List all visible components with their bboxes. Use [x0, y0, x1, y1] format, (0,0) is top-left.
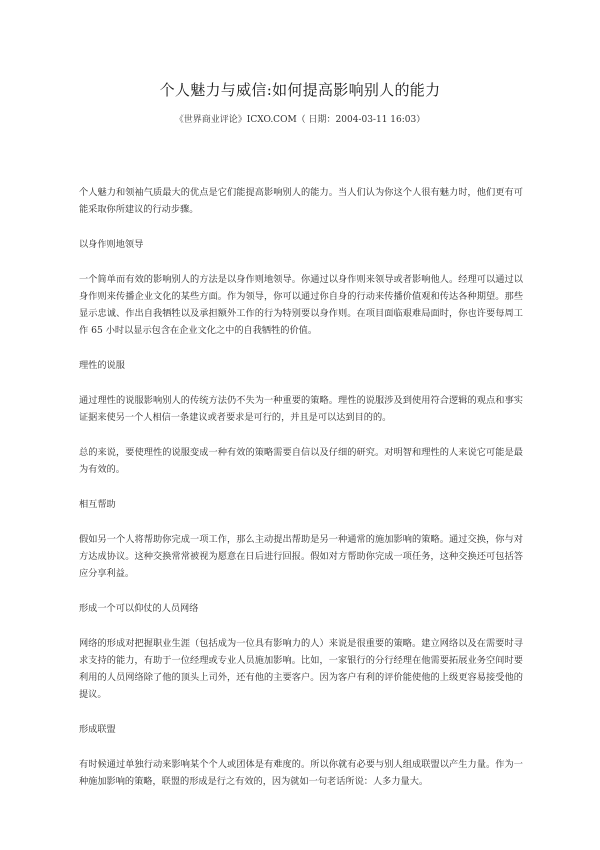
paragraph: 有时候通过单独行动来影响某个个人或团体是有难度的。所以你就有必要与别人组成联盟以产生力量。作为一种施加影响的策略，联盟的形成是行之有效的，因为就如一句老话所说：人多力量大。	[79, 759, 523, 787]
section-heading: 理性的说服	[79, 360, 125, 371]
paragraph: 个人魅力和领袖气质最大的优点是它们能提高影响别人的能力。当人们认为你这个人很有魅力时，他们更有可能采取你所建议的行动步骤。	[79, 187, 523, 215]
section-heading: 相互帮助	[79, 499, 116, 510]
paragraph: 假如另一个人将帮助你完成一项工作，那么主动提出帮助是另一种通常的施加影响的策略。通过交换，你与对方达成协议。这种交换常常被视为愿意在日后进行回报。假如对方帮助你完成一项任务，这种交换还可包括答应分享利益。	[79, 534, 523, 579]
paragraph: 网络的形成对把握职业生涯（包括成为一位具有影响力的人）来说是很重要的策略。建立网络以及在需要时寻求支持的能力，有助于一位经理或专业人员施加影响。比如，一家银行的分行经理在他需要拓展业务空间时要利用的人员网络除了他的顶头上司外，还有他的主要客户。因为客户有利的评价能使他的上级更容易接受他的提议。	[79, 638, 523, 700]
section-heading: 以身作则地领导	[79, 239, 144, 250]
paragraph: 一个简单而有效的影响别人的方法是以身作则地领导。你通过以身作则来领导或者影响他人。经理可以通过以身作则来传播企业文化的某些方面。作为领导，你可以通过你自身的行动来传播价值观和传达各种期望。那些显示忠诚、作出自我牺牲以及承担额外工作的行为特别要以身作则。在项目面临艰难局面时，你也许要每周工作 65 小时以显示包含在企业文化之中的自我牺牲的价值。	[79, 274, 523, 336]
article-body	[79, 184, 523, 790]
document-meta: 《世界商业评论》ICXO.COM（ 日期：2004-03-11 16:03）	[174, 115, 426, 125]
paragraph: 通过理性的说服影响别人的传统方法仍不失为一种重要的策略。理性的说服涉及到使用符合逻辑的观点和事实证据来使另一个人相信一条建议或者要求是可行的，并且是可以达到目的的。	[79, 395, 523, 423]
section-heading: 形成一个可以仰仗的人员网络	[79, 603, 199, 614]
section-heading: 形成联盟	[79, 724, 116, 735]
document-title: 个人魅力与威信:如何提高影响别人的能力	[159, 81, 441, 99]
paragraph: 总的来说，要使理性的说服变成一种有效的策略需要自信以及仔细的研究。对明智和理性的人来说它可能是最为有效的。	[79, 447, 523, 475]
